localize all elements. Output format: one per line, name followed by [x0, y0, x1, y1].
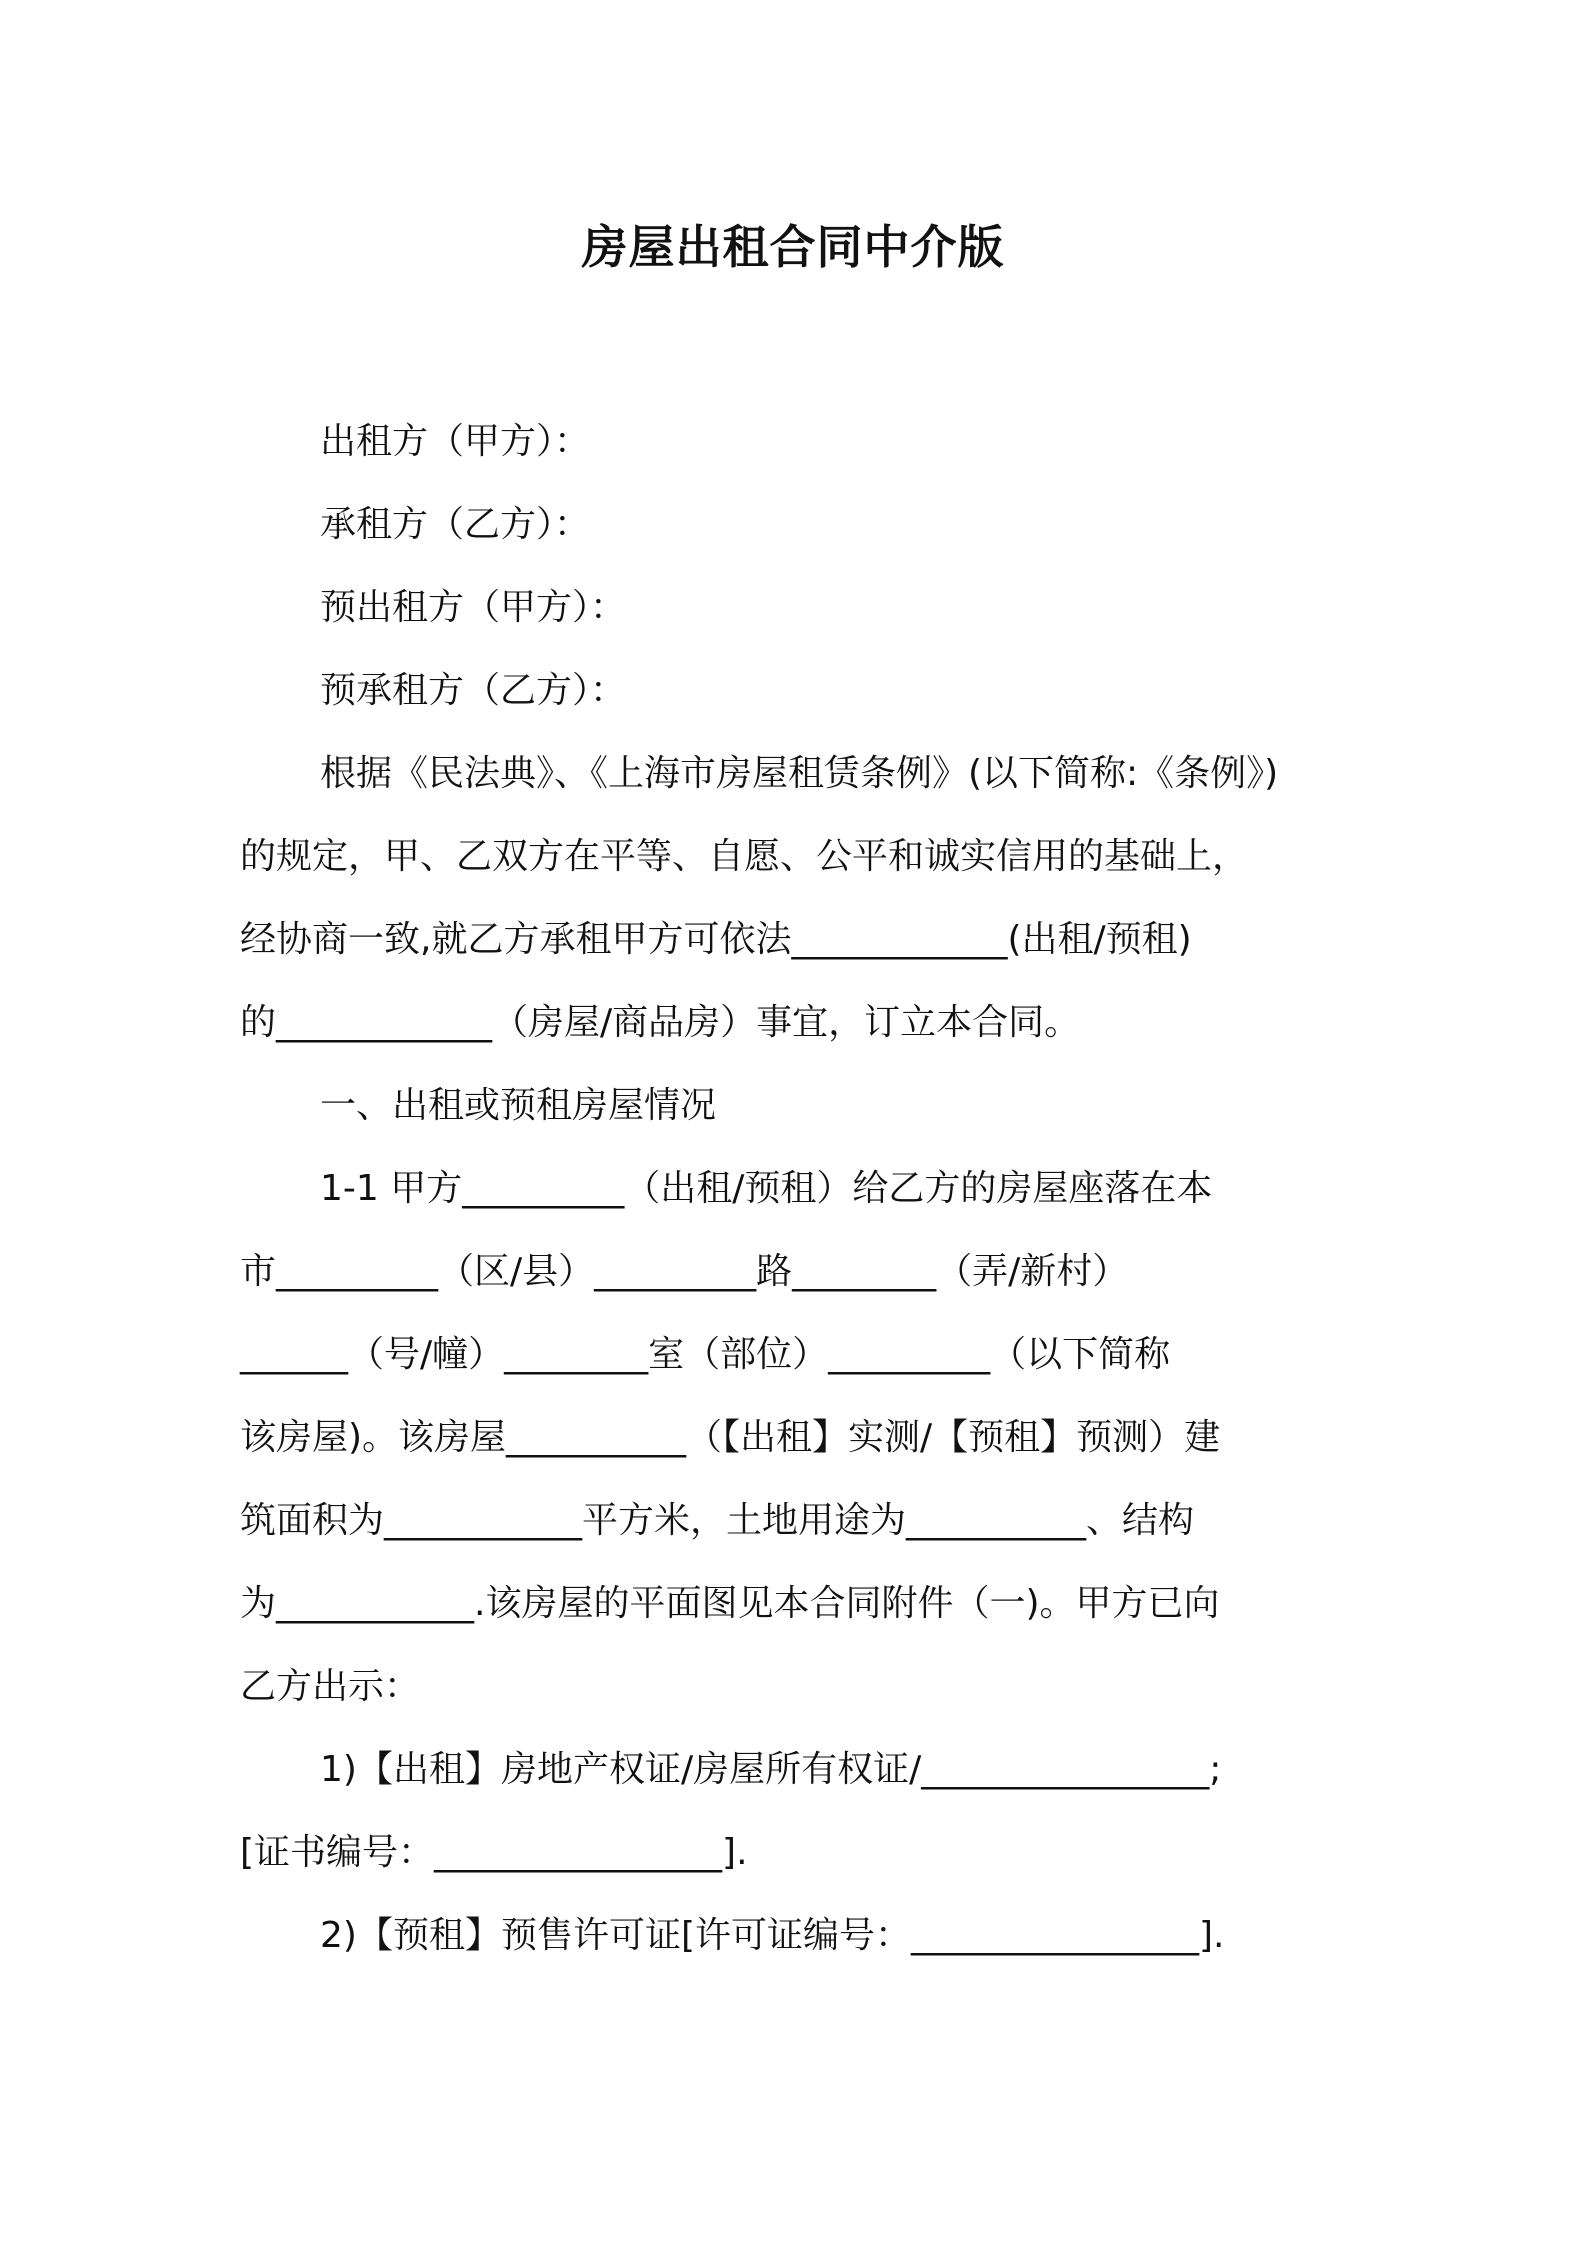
clause-1-1-line-1: 1-1 甲方_________（出租/预租）给乙方的房屋座落在本 [320, 1168, 1213, 1209]
preamble-line-1: 根据《民法典》、《上海市房屋租赁条例》(以下简称:《条例》) [320, 753, 1279, 794]
clause-1-1-line-5: 筑面积为___________平方米，土地用途为__________、结构 [240, 1500, 1195, 1541]
pre-lessor-line: 预出租方（甲方）： [320, 587, 627, 628]
preamble-line-2: 的规定，甲、乙双方在平等、自愿、公平和诚实信用的基础上， [240, 836, 1249, 877]
item-1-line-2: [证书编号：________________]. [240, 1832, 748, 1873]
section-1-heading: 一、出租或预租房屋情况 [320, 1085, 717, 1126]
lessee-line: 承租方（乙方）： [320, 504, 591, 545]
lessor-line: 出租方（甲方）： [320, 421, 591, 462]
document-title: 房屋出租合同中介版 [581, 220, 1005, 274]
pre-lessee-line: 预承租方（乙方）： [320, 670, 627, 711]
item-2-line: 2)【预租】预售许可证[许可证编号：________________]. [320, 1915, 1225, 1956]
clause-1-1-line-7: 乙方出示： [240, 1666, 421, 1707]
clause-1-1-line-6: 为___________.该房屋的平面图见本合同附件（一)。甲方已向 [240, 1583, 1220, 1624]
clause-1-1-line-3: ______（号/幢）________室（部位）_________（以下简称 [240, 1334, 1171, 1375]
clause-1-1-line-2: 市_________（区/县）_________路________（弄/新村） [240, 1251, 1129, 1292]
preamble-line-3: 经协商一致,就乙方承租甲方可依法____________(出租/预租) [240, 919, 1192, 960]
preamble-line-4: 的____________（房屋/商品房）事宜，订立本合同。 [240, 1002, 1081, 1043]
document-body [240, 400, 1352, 1977]
clause-1-1-line-4: 该房屋)。该房屋__________（【出租】实测/【预租】预测）建 [240, 1417, 1221, 1458]
item-1-line-1: 1)【出租】房地产权证/房屋所有权证/________________; [320, 1749, 1222, 1790]
